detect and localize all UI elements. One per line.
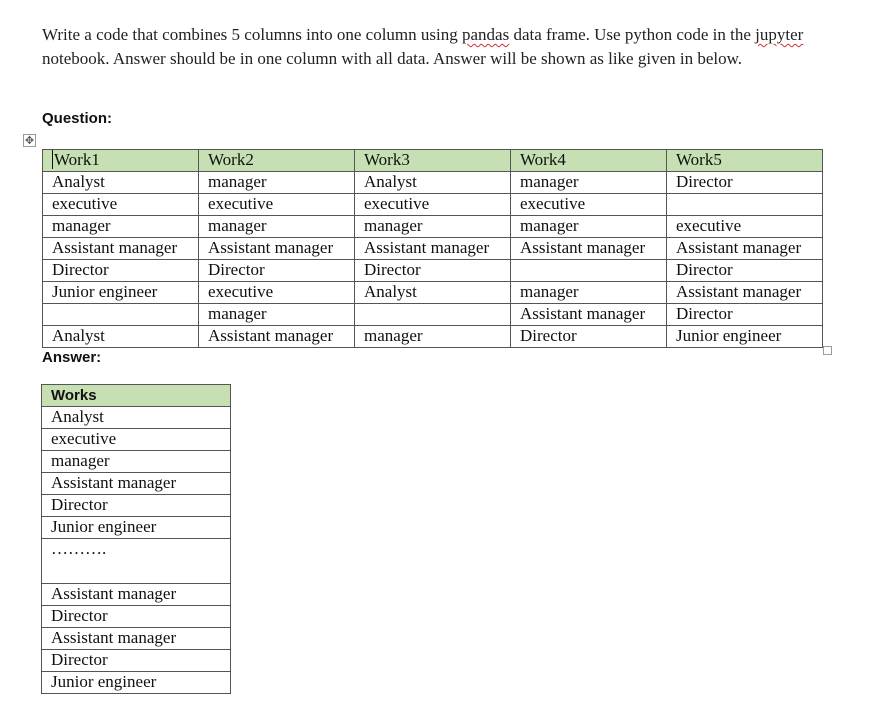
table-cell[interactable]: manager bbox=[511, 216, 667, 238]
table-cell[interactable]: Director bbox=[355, 260, 511, 282]
table-cell[interactable]: Assistant manager bbox=[42, 473, 231, 495]
table-cell[interactable]: executive bbox=[511, 194, 667, 216]
table-cell[interactable]: Junior engineer bbox=[42, 672, 231, 694]
table-cell[interactable]: executive bbox=[199, 194, 355, 216]
table-row bbox=[43, 282, 823, 304]
table-cell[interactable]: Assistant manager bbox=[511, 304, 667, 326]
table-row bbox=[43, 304, 823, 326]
table-cell[interactable]: executive bbox=[199, 282, 355, 304]
table-row bbox=[42, 517, 231, 539]
table-cell[interactable]: manager bbox=[42, 451, 231, 473]
table-row bbox=[42, 473, 231, 495]
table-cell[interactable]: executive bbox=[667, 216, 823, 238]
table-cell[interactable] bbox=[667, 194, 823, 216]
table-cell[interactable]: Junior engineer bbox=[667, 326, 823, 348]
table-cell[interactable]: Analyst bbox=[43, 326, 199, 348]
column-header[interactable]: Work1 bbox=[43, 150, 199, 172]
table-row bbox=[42, 584, 231, 606]
table-cell[interactable]: executive bbox=[355, 194, 511, 216]
table-cell[interactable]: Director bbox=[511, 326, 667, 348]
table-resize-handle[interactable] bbox=[823, 346, 832, 355]
table-row bbox=[42, 495, 231, 517]
table-cell[interactable]: Assistant manager bbox=[42, 584, 231, 606]
table-cell[interactable]: Analyst bbox=[43, 172, 199, 194]
table-cell[interactable]: Director bbox=[667, 304, 823, 326]
table-cell[interactable]: Assistant manager bbox=[667, 238, 823, 260]
table-cell[interactable]: manager bbox=[199, 304, 355, 326]
table-row bbox=[42, 650, 231, 672]
column-header[interactable]: Work3 bbox=[355, 150, 511, 172]
header-row bbox=[42, 385, 231, 407]
table-cell[interactable]: Junior engineer bbox=[43, 282, 199, 304]
question-prompt: Write a code that combines 5 columns into one column using pandas data frame. Use python code in the jupyter notebook. Answer should be in one column with all data. Answer will be shown as like given in below. bbox=[42, 25, 804, 68]
table-cell[interactable]: manager bbox=[511, 172, 667, 194]
table-cell[interactable]: executive bbox=[42, 429, 231, 451]
table-cell[interactable]: Director bbox=[42, 606, 231, 628]
move-cross-icon[interactable]: ✥ bbox=[24, 134, 35, 147]
column-header[interactable]: Work5 bbox=[667, 150, 823, 172]
table-cell[interactable]: Assistant manager bbox=[511, 238, 667, 260]
table-cell[interactable]: Director bbox=[42, 650, 231, 672]
table-cell[interactable]: Director bbox=[43, 260, 199, 282]
table-row bbox=[43, 194, 823, 216]
table-row bbox=[43, 326, 823, 348]
table-cell[interactable] bbox=[355, 304, 511, 326]
table-cell[interactable]: Director bbox=[42, 495, 231, 517]
table-cell[interactable] bbox=[511, 260, 667, 282]
table-row bbox=[43, 172, 823, 194]
text-cursor bbox=[52, 150, 53, 169]
answer-table bbox=[41, 384, 231, 694]
table-cell[interactable]: Analyst bbox=[355, 282, 511, 304]
table-cell[interactable]: Director bbox=[667, 260, 823, 282]
table-row bbox=[42, 407, 231, 429]
column-header[interactable]: Work2 bbox=[199, 150, 355, 172]
table-cell[interactable]: executive bbox=[43, 194, 199, 216]
table-row bbox=[42, 429, 231, 451]
table-cell[interactable]: Director bbox=[667, 172, 823, 194]
table-cell[interactable]: Junior engineer bbox=[42, 517, 231, 539]
spellcheck-word[interactable]: pandas bbox=[461, 25, 510, 44]
table-cell[interactable]: manager bbox=[199, 216, 355, 238]
table-cell[interactable]: Assistant manager bbox=[667, 282, 823, 304]
question-heading: Question: bbox=[42, 110, 112, 127]
table-row bbox=[42, 539, 231, 584]
table-cell[interactable]: Director bbox=[199, 260, 355, 282]
answer-heading: Answer: bbox=[42, 349, 102, 366]
table-row bbox=[42, 606, 231, 628]
table-cell[interactable]: Assistant manager bbox=[43, 238, 199, 260]
table-cell[interactable]: Assistant manager bbox=[355, 238, 511, 260]
table-cell[interactable]: manager bbox=[43, 216, 199, 238]
spellcheck-word[interactable]: jupyter bbox=[755, 25, 804, 44]
table-cell[interactable]: manager bbox=[355, 326, 511, 348]
table-row bbox=[43, 238, 823, 260]
table-cell[interactable]: ………. bbox=[42, 539, 231, 584]
question-table bbox=[42, 149, 823, 348]
table-row bbox=[42, 672, 231, 694]
header-row bbox=[43, 150, 823, 172]
table-cell[interactable]: Assistant manager bbox=[199, 326, 355, 348]
table-row bbox=[42, 451, 231, 473]
table-cell[interactable]: Assistant manager bbox=[42, 628, 231, 650]
table-row bbox=[42, 628, 231, 650]
table-row bbox=[43, 260, 823, 282]
table-cell[interactable]: manager bbox=[355, 216, 511, 238]
column-header[interactable]: Works bbox=[42, 385, 231, 407]
table-row bbox=[43, 216, 823, 238]
table-cell[interactable]: Analyst bbox=[355, 172, 511, 194]
table-cell[interactable]: Analyst bbox=[42, 407, 231, 429]
table-cell[interactable]: manager bbox=[511, 282, 667, 304]
column-header[interactable]: Work4 bbox=[511, 150, 667, 172]
table-cell[interactable] bbox=[43, 304, 199, 326]
table-cell[interactable]: manager bbox=[199, 172, 355, 194]
table-cell[interactable]: Assistant manager bbox=[199, 238, 355, 260]
